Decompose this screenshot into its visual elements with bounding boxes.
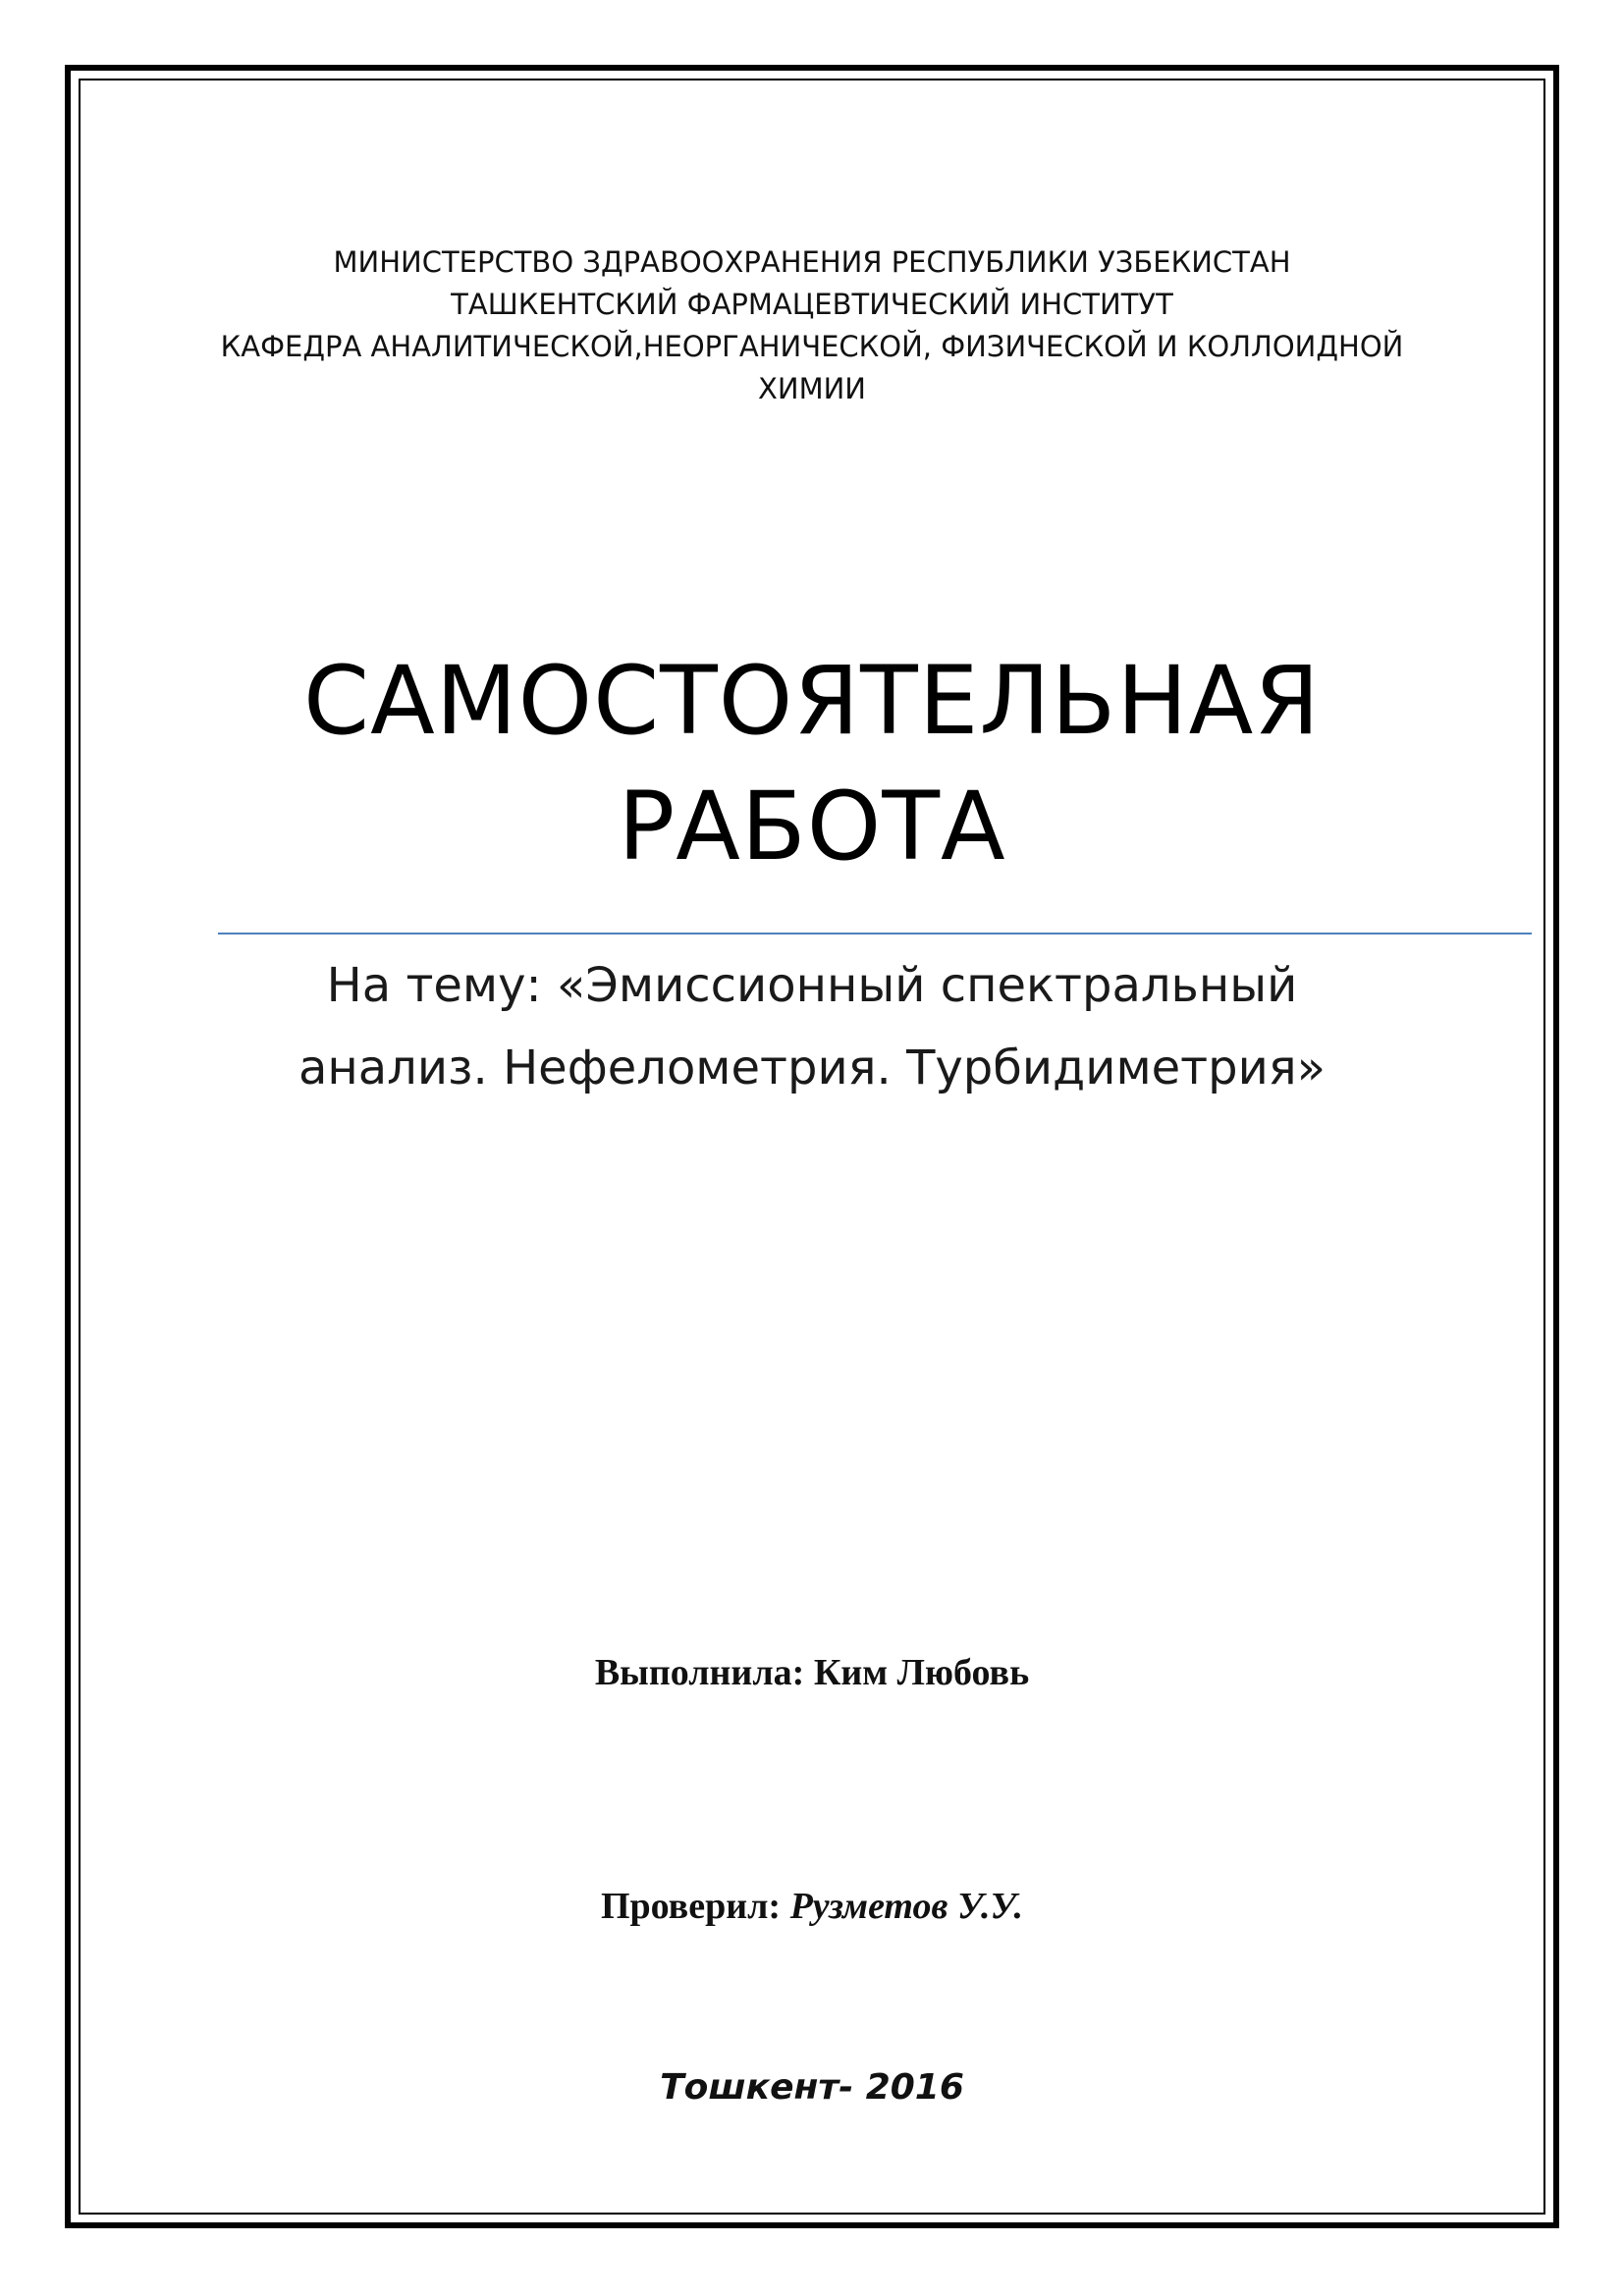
document-title (81, 638, 1543, 889)
institution-header (81, 241, 1543, 410)
title-line-2: РАБОТА (618, 772, 1006, 881)
document-subject (81, 944, 1543, 1109)
ministry-line: МИНИСТЕРСТВО ЗДРАВООХРАНЕНИЯ РЕСПУБЛИКИ УЗБЕКИСТАН (333, 245, 1291, 279)
checker-name: Рузметов У.У. (789, 1886, 1024, 1927)
author-line (81, 1651, 1543, 1694)
department-line: КАФЕДРА АНАЛИТИЧЕСКОЙ,НЕОРГАНИЧЕСКОЙ, ФИЗИЧЕСКОЙ И КОЛЛОИДНОЙ (220, 330, 1404, 363)
author-name: Ким Любовь (813, 1652, 1030, 1693)
checker-line (81, 1885, 1543, 1928)
department-line-cont: ХИМИИ (758, 372, 866, 405)
title-page (81, 80, 1543, 2213)
institute-line: ТАШКЕНТСКИЙ ФАРМАЦЕВТИЧЕСКИЙ ИНСТИТУТ (451, 288, 1173, 321)
title-line-1: САМОСТОЯТЕЛЬНАЯ (303, 646, 1321, 756)
city-year: Тошкент- 2016 (660, 2067, 964, 2108)
subject-line-1: На тему: «Эмиссионный спектральный (326, 958, 1298, 1013)
checker-label: Проверил: (600, 1886, 782, 1927)
author-label: Выполнила: (594, 1652, 805, 1693)
subject-line-2: анализ. Нефелометрия. Турбидиметрия» (298, 1041, 1326, 1095)
title-divider (218, 933, 1532, 934)
